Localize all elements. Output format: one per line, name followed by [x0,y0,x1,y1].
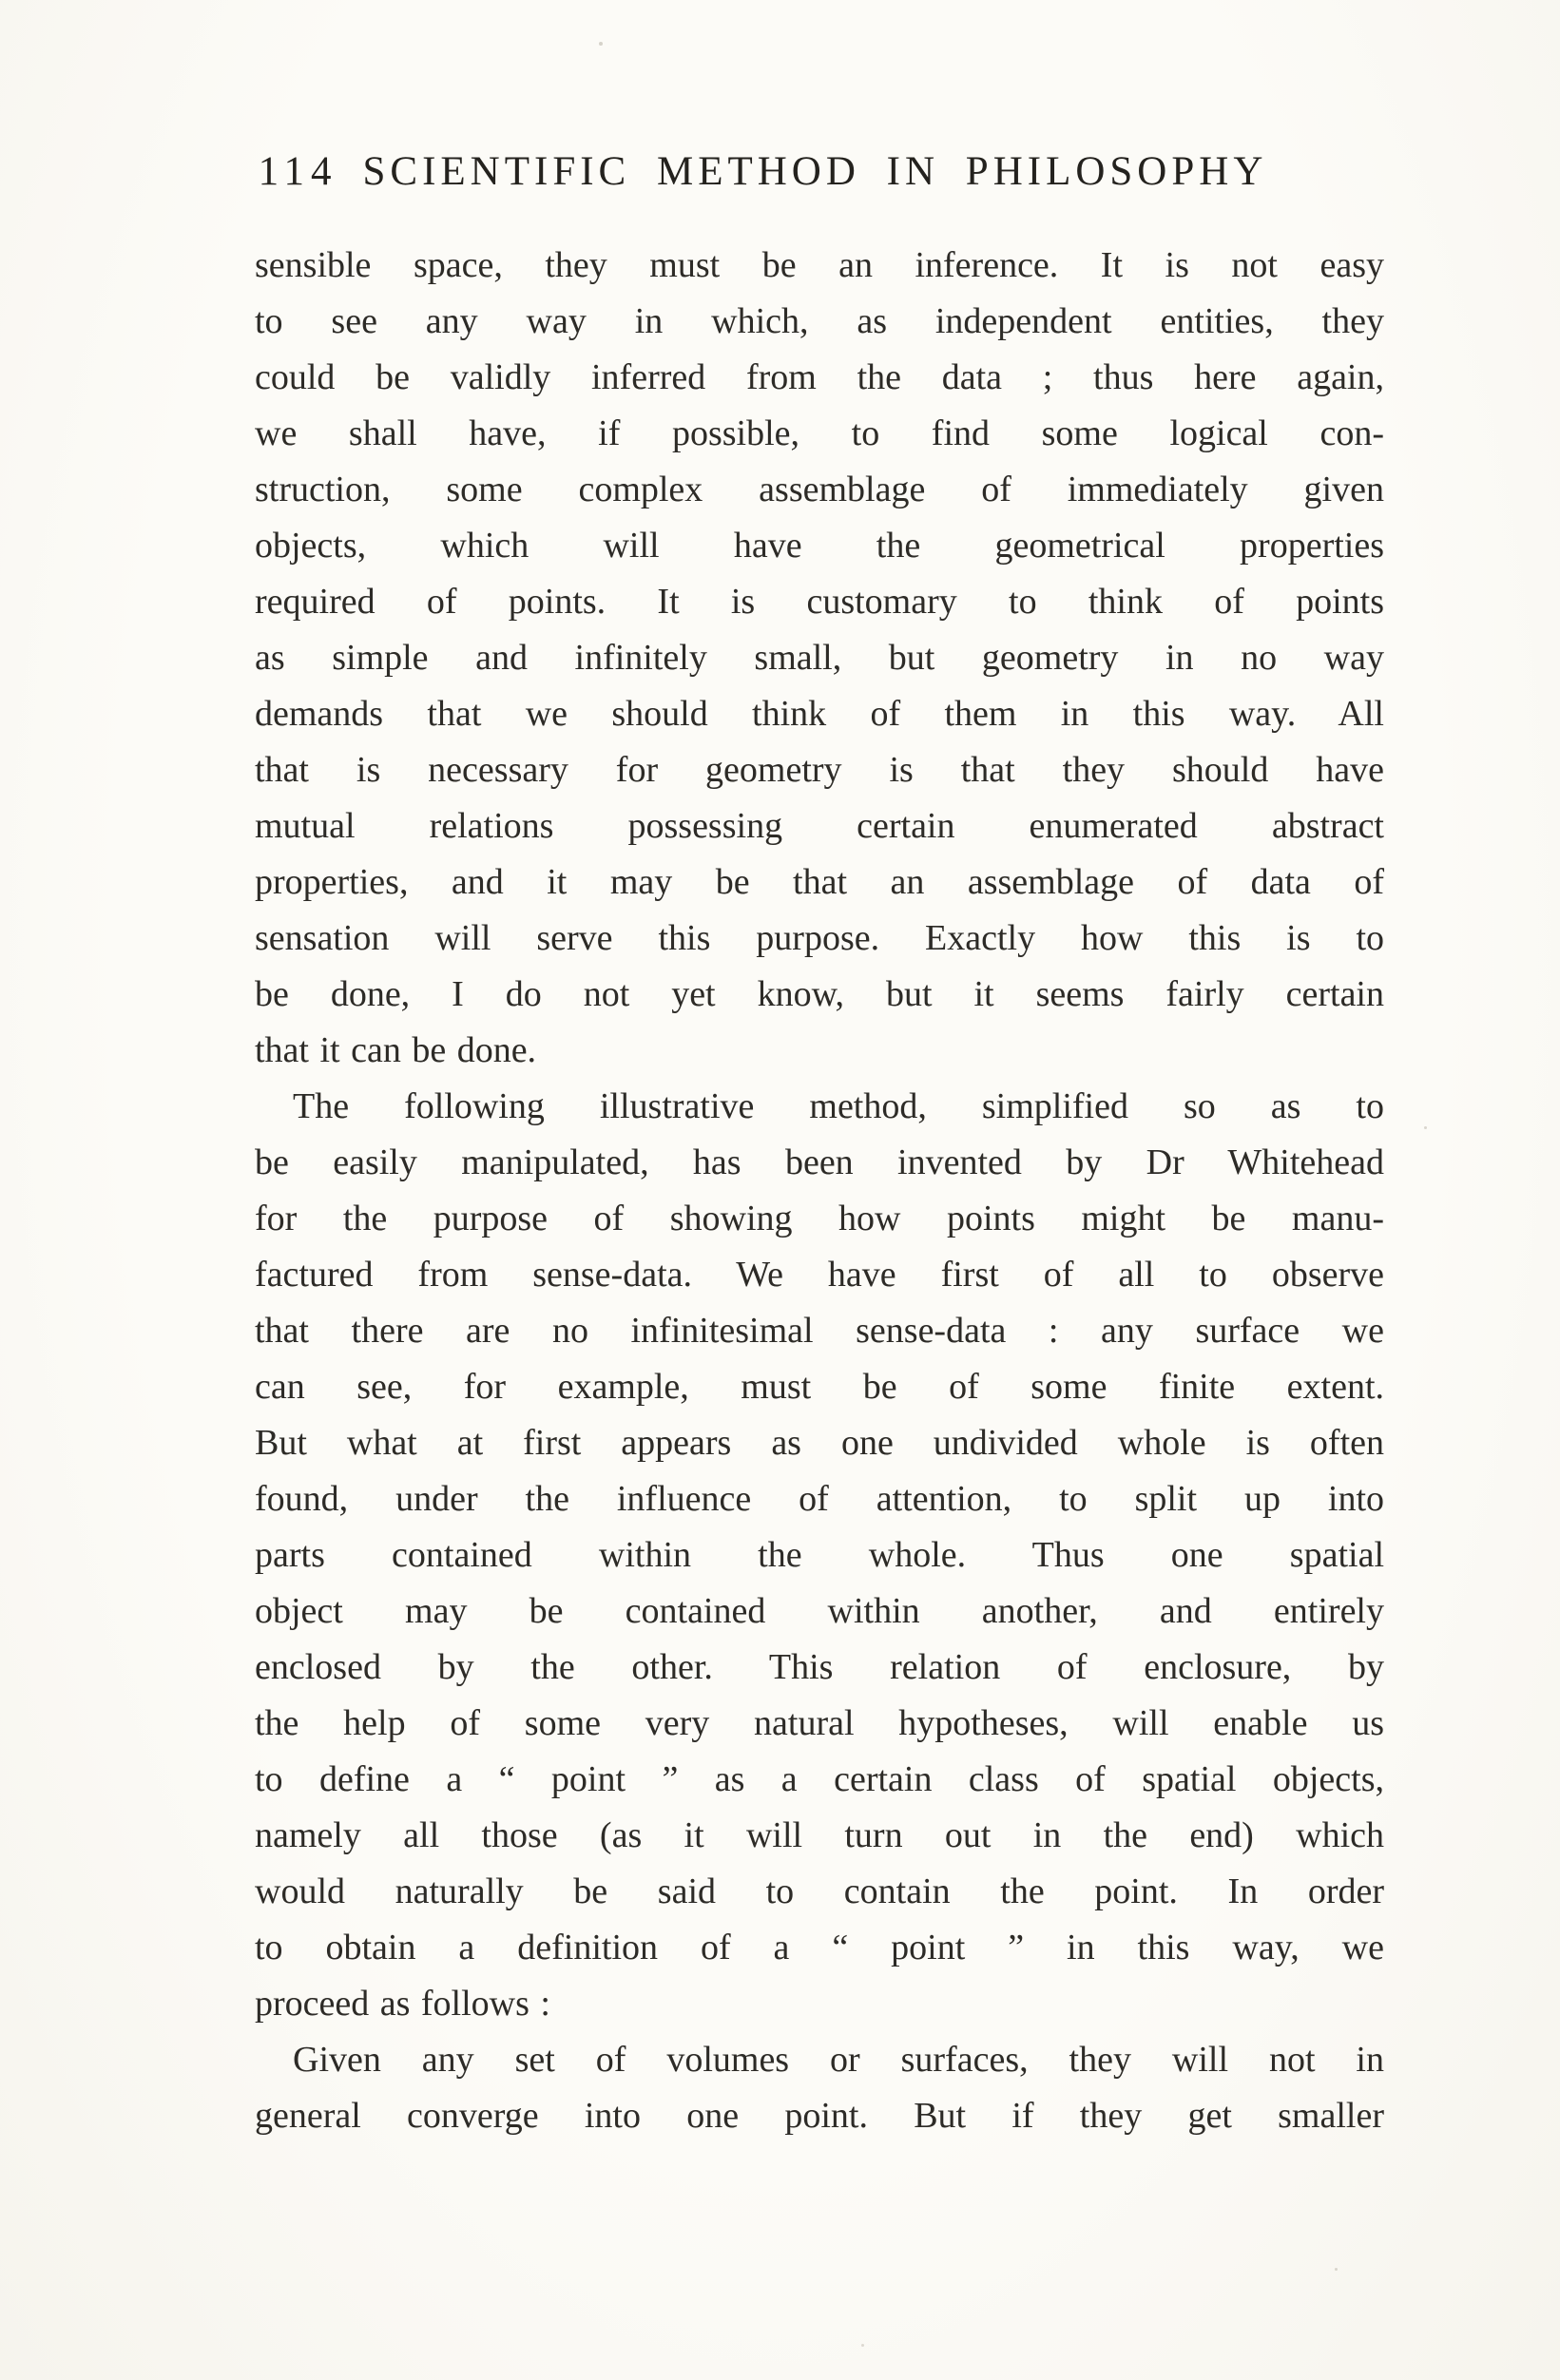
text-line: be easily manipulated, has been invented by Dr Whitehead [255,1142,1384,1182]
text-line: properties, and it may be that an assemblage of data of [255,862,1384,902]
text-line: to see any way in which, as independent entities, they [255,301,1384,341]
page-number: 114 [258,149,338,194]
text-line: struction, some complex assemblage of immediately given [255,470,1384,509]
scan-speck [1424,1126,1427,1129]
text-line: enclosed by the other. This relation of enclosure, by [255,1647,1384,1687]
text-line: parts contained within the whole. Thus one spatial [255,1535,1384,1575]
text-line: found, under the influence of attention, to split up into [255,1479,1384,1519]
text-line: for the purpose of showing how points might be manu- [255,1199,1384,1238]
text-line: sensation will serve this purpose. Exactly how this is to [255,918,1384,958]
text-line: factured from sense-data. We have first of all to observe [255,1255,1384,1295]
text-line: sensible space, they must be an inference. It is not easy [255,245,1384,285]
text-line: would naturally be said to contain the point. In order [255,1871,1384,1911]
text-line: to obtain a definition of a “ point ” in this way, we [255,1928,1384,1967]
page-header [166,148,1359,195]
text-line: the help of some very natural hypotheses, will enable us [255,1703,1384,1743]
paragraph [255,1079,1384,2032]
text-line: The following illustrative method, simplified so as to [293,1086,1384,1126]
text-line: mutual relations possessing certain enumerated abstract [255,806,1384,846]
scan-speck [599,42,603,46]
text-line: Given any set of volumes or surfaces, they will not in [293,2040,1384,2080]
scan-speck [861,2344,864,2347]
text-line: But what at first appears as one undivided whole is often [255,1423,1384,1463]
text-line: as simple and infinitely small, but geometry in no way [255,638,1384,678]
text-block [255,238,1384,2144]
text-line: namely all those (as it will turn out in the end) which [255,1815,1384,1855]
text-line: could be validly inferred from the data ; thus here again, [255,357,1384,397]
text-line: object may be contained within another, and entirely [255,1591,1384,1631]
text-line: that it can be done. [255,1030,537,1070]
text-line: required of points. It is customary to think of points [255,582,1384,622]
text-line: can see, for example, must be of some finite extent. [255,1367,1384,1407]
text-line: objects, which will have the geometrical properties [255,526,1384,566]
scan-speck [1335,2268,1338,2271]
paragraph [255,238,1384,1079]
text-line: that is necessary for geometry is that they should have [255,750,1384,790]
running-title: SCIENTIFIC METHOD IN PHILOSOPHY [362,149,1268,194]
text-line: demands that we should think of them in this way. All [255,694,1384,734]
paragraph [255,2032,1384,2144]
text-line: proceed as follows : [255,1984,550,2024]
text-line: general converge into one point. But if they get smaller [255,2096,1384,2136]
text-line: we shall have, if possible, to find some logical con- [255,413,1384,453]
text-line: that there are no infinitesimal sense-data : any surface we [255,1311,1384,1351]
text-line: to define a “ point ” as a certain class of spatial objects, [255,1759,1384,1799]
text-line: be done, I do not yet know, but it seems fairly certain [255,974,1384,1014]
